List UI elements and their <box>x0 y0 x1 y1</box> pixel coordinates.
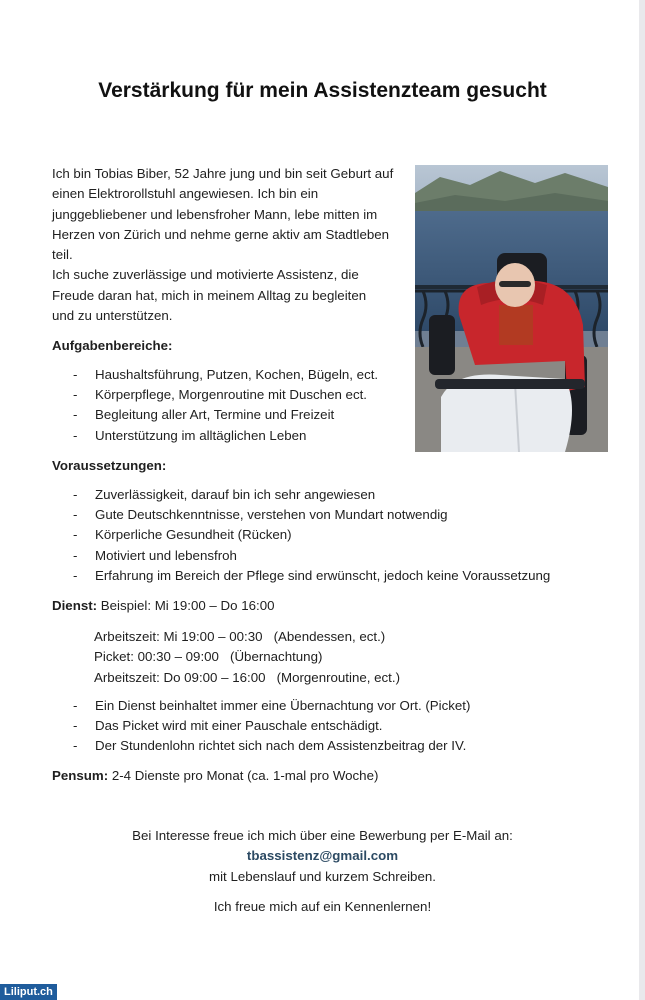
contact-email-link[interactable]: tbassistenz@gmail.com <box>246 848 399 863</box>
list-item: - Gute Deutschkenntnisse, verstehen von Mundart notwendig <box>73 505 550 525</box>
tasks-list <box>73 365 378 446</box>
portrait-illustration <box>415 165 608 452</box>
service-schedule <box>94 627 400 688</box>
list-item: - Haushaltsführung, Putzen, Kochen, Bügeln, ect. <box>73 365 378 385</box>
schedule-line: Arbeitszeit: Do 09:00 – 16:00 (Morgenroutine, ect.) <box>94 669 400 685</box>
requirements-list <box>73 485 550 586</box>
intro-line: Ich suche zuverlässige und motivierte Assistenz, die <box>52 267 359 283</box>
intro-line: junggebliebener und lebensfroher Mann, lebe mitten im <box>52 206 378 222</box>
list-item: - Das Picket wird mit einer Pauschale entschädigt. <box>73 716 470 736</box>
service-notes-list <box>73 696 470 757</box>
list-item: - Erfahrung im Bereich der Pflege sind erwünscht, jedoch keine Voraussetzung <box>73 566 550 586</box>
tasks-heading: Aufgabenbereiche: <box>52 338 173 353</box>
list-item: - Der Stundenlohn richtet sich nach dem Assistenzbeitrag der IV. <box>73 736 470 756</box>
schedule-line: Arbeitszeit: Mi 19:00 – 00:30 (Abendessen, ect.) <box>94 629 386 644</box>
workload-value: 2-4 Dienste pro Monat (ca. 1-mal pro Woche) <box>111 768 379 783</box>
intro-line: und zu unterstützen. <box>52 308 173 324</box>
list-item: - Begleitung aller Art, Termine und Freizeit <box>73 405 378 425</box>
list-item: - Körperpflege, Morgenroutine mit Duschen ect. <box>73 385 378 405</box>
requirements-heading: Voraussetzungen: <box>52 458 167 473</box>
service-example: Beispiel: Mi 19:00 – Do 16:00 <box>100 598 275 613</box>
schedule-line: Picket: 00:30 – 09:00 (Übernachtung) <box>94 649 323 665</box>
list-item: - Zuverlässigkeit, darauf bin ich sehr angewiesen <box>73 485 550 505</box>
intro-line: Ich bin Tobias Biber, 52 Jahre jung und bin seit Geburt auf <box>52 166 394 181</box>
service-label: Dienst: <box>52 598 98 613</box>
intro-paragraph <box>52 164 408 326</box>
contact-attachments: mit Lebenslauf und kurzem Schreiben. <box>209 869 436 884</box>
intro-line: Herzen von Zürich und nehme gerne aktiv am Stadtleben <box>52 226 390 242</box>
intro-line: einen Elektrorollstuhl angewiesen. Ich bin ein <box>52 186 319 202</box>
contact-intro: Bei Interesse freue ich mich über eine Bewerbung per E-Mail an: <box>132 828 513 843</box>
site-watermark: Liliput.ch <box>0 984 57 1000</box>
portrait-photo <box>415 165 608 452</box>
list-item: - Ein Dienst beinhaltet immer eine Übernachtung vor Ort. (Picket) <box>73 696 470 716</box>
list-item: - Unterstützung im alltäglichen Leben <box>73 426 378 446</box>
page-title: Verstärkung für mein Assistenzteam gesucht <box>98 79 547 102</box>
closing-line: Ich freue mich auf ein Kennenlernen! <box>213 899 432 914</box>
workload-label: Pensum: <box>52 768 109 783</box>
workload-line <box>52 768 378 783</box>
service-line <box>52 598 275 613</box>
list-item: - Körperliche Gesundheit (Rücken) <box>73 525 550 545</box>
intro-line: Freude daran hat, mich in meinem Alltag zu begleiten <box>52 287 367 303</box>
intro-line: teil. <box>52 247 73 263</box>
list-item: - Motiviert und lebensfroh <box>73 546 550 566</box>
